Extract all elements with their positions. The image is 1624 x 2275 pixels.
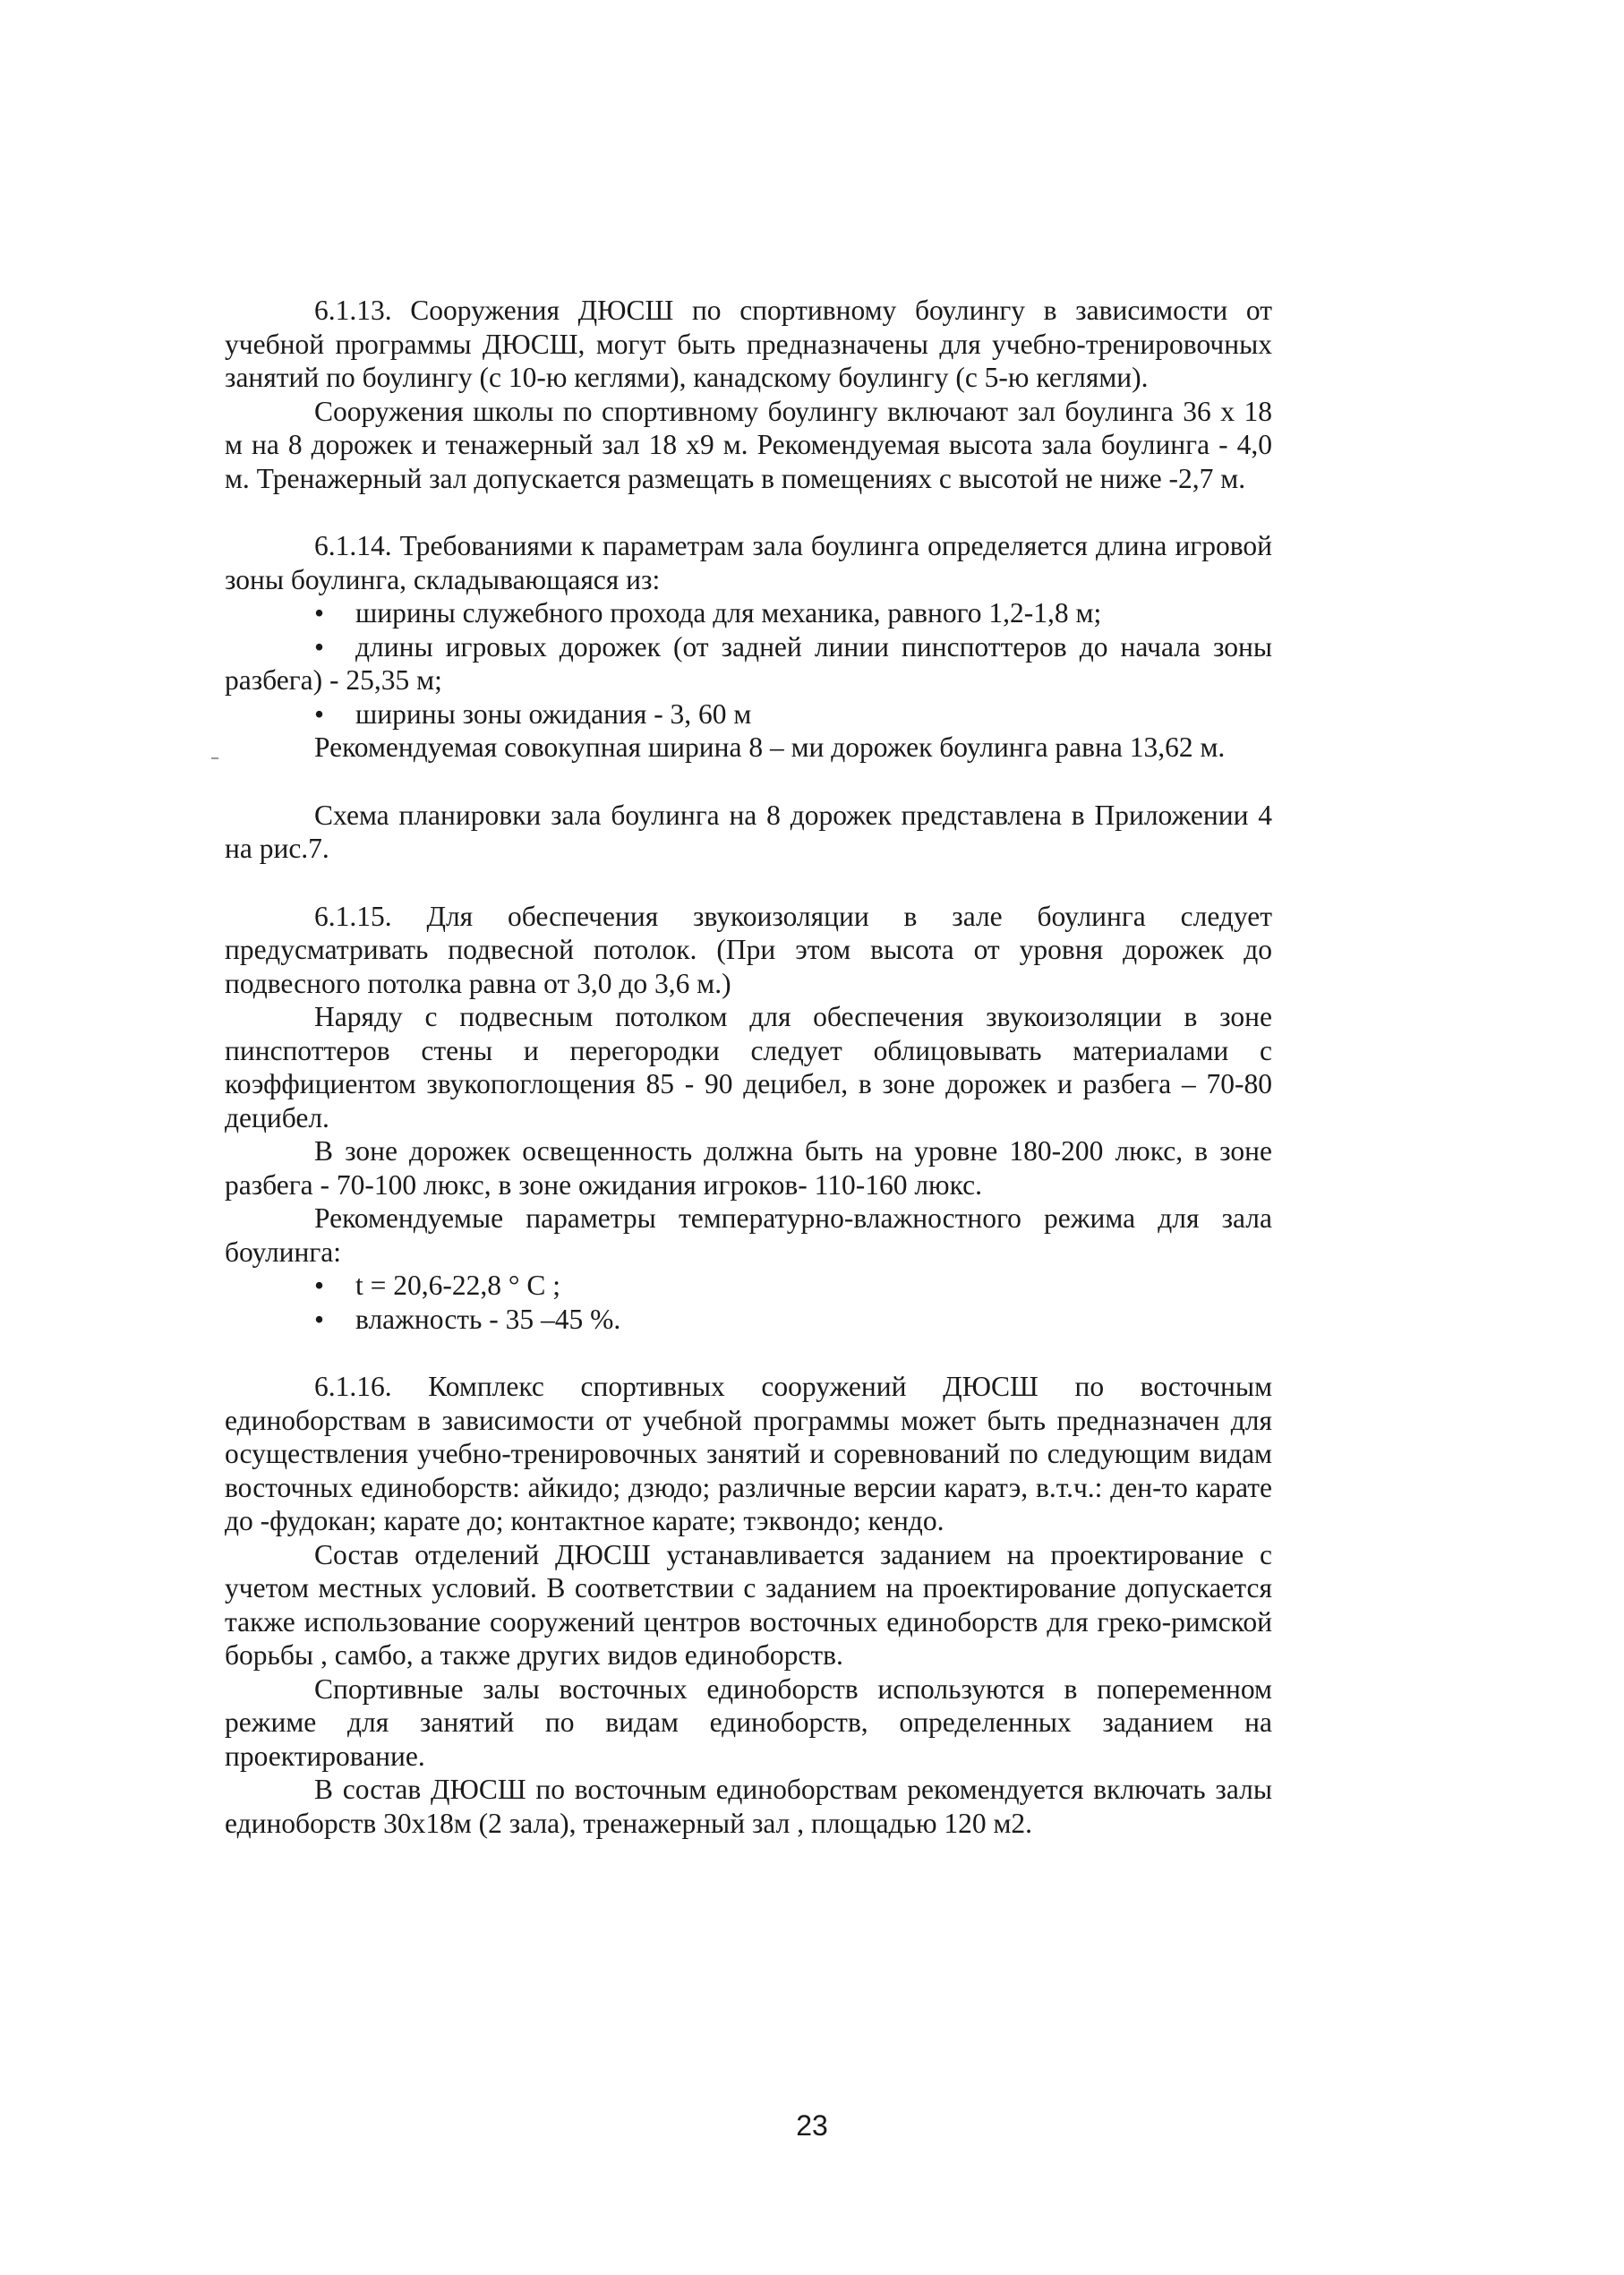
- page-number: 23: [796, 2109, 828, 2142]
- list-item: [225, 697, 1272, 731]
- list-item: [225, 596, 1272, 630]
- bullet-icon: •: [314, 1303, 325, 1335]
- list-item: [225, 630, 1272, 697]
- paragraph-bowling-school-facilities: Сооружения школы по спортивному боулингу включают зал боулинга 36 х 18 м на 8 дорожек и тенажерный зал 18 х9 м. Рекомендуемая высота зала боулинга - 4,0 м. Тренажерный зал допускается размещать в помещениях с высотой не ниже -2,7 м.: [225, 395, 1272, 494]
- bullet-icon: •: [314, 630, 325, 663]
- paragraph-sound-insulation: Наряду с подвесным потолком для обеспечения звукоизоляции в зоне пинспоттеров стены и перегородки следует облицовывать материалами с коэффициентом звукопоглощения 85 - 90 децибел, в зоне дорожек и разбега – 70-80 децибел.: [225, 1001, 1272, 1133]
- bullet-icon: •: [314, 597, 325, 629]
- paragraph-climate-parameters: Рекомендуемые параметры температурно-влажностного режима для зала боулинга:: [225, 1202, 1272, 1268]
- paragraph-recommended-width: Рекомендуемая совокупная ширина 8 – ми дорожек боулинга равна 13,62 м.: [314, 731, 1226, 763]
- paragraph-halls-composition: В состав ДЮСШ по восточным единоборствам рекомендуется включать залы единоборств 30х18м (2 зала), тренажерный зал , площадью 120 м2.: [225, 1774, 1272, 1839]
- bullet-list-climate: [225, 1269, 1272, 1336]
- paragraph-departments: Состав отделений ДЮСШ устанавливается заданием на проектирование с учетом местных условий. В соответствии с заданием на проектирование допускается также использование сооружений центров восточных единоборств для греко-римской борьбы , самбо, а также других видов единоборств.: [225, 1538, 1272, 1671]
- list-item-text: длины игровых дорожек (от задней линии пинспоттеров до начала зоны разбега) - 25,35 м;: [225, 630, 1272, 696]
- paragraph-6-1-13: 6.1.13. Сооружения ДЮСШ по спортивному боулингу в зависимости от учебной программы ДЮСШ, могут быть предназначены для учебно-тренировочных занятий по боулингу (с 10-ю кеглями), канадскому боулингу (с 5-ю кеглями).: [225, 295, 1272, 393]
- document-body: [225, 294, 1272, 1840]
- bullet-icon: •: [314, 697, 325, 730]
- paragraph-illumination: В зоне дорожек освещенность должна быть на уровне 180-200 люкс, в зоне разбега - 70-100 люкс, в зоне ожидания игроков- 110-160 люкс.: [225, 1135, 1272, 1201]
- list-item-text: влажность - 35 –45 %.: [355, 1303, 621, 1335]
- paragraph-halls-usage: Спортивные залы восточных единоборств используются в попеременном режиме для занятий по видам единоборств, определенных заданием на проектирование.: [225, 1672, 1272, 1772]
- paragraph-6-1-15: 6.1.15. Для обеспечения звукоизоляции в зале боулинга следует предусматривать подвесной потолок. (При этом высота от уровня дорожек до подвесного потолка равна от 3,0 до 3,6 м.): [225, 900, 1272, 999]
- list-item: [225, 1303, 1272, 1337]
- bullet-icon: •: [314, 1270, 325, 1301]
- scan-speck: [211, 757, 218, 759]
- list-item-text: ширины зоны ожидания - 3, 60 м: [355, 697, 752, 730]
- paragraph-6-1-14: 6.1.14. Требованиями к параметрам зала боулинга определяется длина игровой зоны боулинга, складывающаяся из:: [225, 530, 1272, 595]
- list-item: [225, 1269, 1272, 1303]
- paragraph-6-1-16: 6.1.16. Комплекс спортивных сооружений ДЮСШ по восточным единоборствам в зависимости от учебной программы может быть предназначен для осуществления учебно-тренировочных занятий и соревнований по следующим видам восточных единоборств: айкидо; дзюдо; различные версии каратэ, в.т.ч.: ден-то карате до -фудокан; карате до; контактное карате; тэквондо; кендо.: [225, 1371, 1272, 1536]
- bullet-list-play-zone: [225, 596, 1272, 731]
- list-item-text: ширины служебного прохода для механика, равного 1,2-1,8 м;: [355, 597, 1102, 629]
- paragraph-layout-scheme: Схема планировки зала боулинга на 8 дорожек представлена в Приложении 4 на рис.7.: [225, 799, 1272, 864]
- list-item-text: t = 20,6-22,8 ° С ;: [355, 1270, 560, 1301]
